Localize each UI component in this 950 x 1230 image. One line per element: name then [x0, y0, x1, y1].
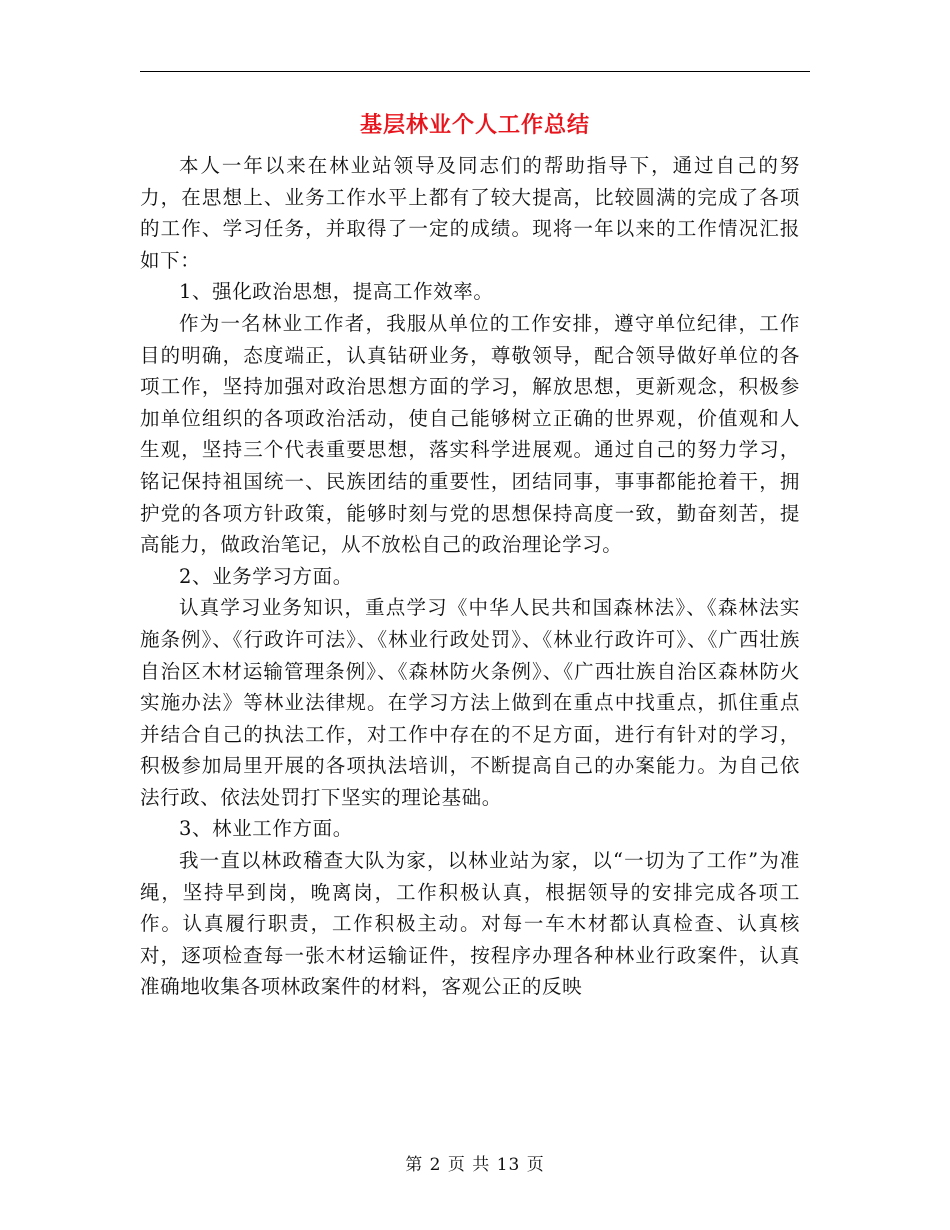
section-2-paragraph: 认真学习业务知识，重点学习《中华人民共和国森林法》、《森林法实施条例》、《行政许可法》、《林业行政处罚》、《林业行政许可》、《广西壮族自治区木材运输管理条例》、《森林防火条例》、《广西壮族自治区森林防火实施办法》等林业法律规。在学习方法上做到在重点中找重点，抓住重点并结合自己的执法工作，对工作中存在的不足方面，进行有针对的学习，积极参加局里开展的各项执法培训，不断提高自己的办案能力。为自己依法行政、依法处罚打下坚实的理论基础。 — [140, 596, 800, 809]
page-number: 第 2 页 共 13 页 — [405, 1155, 545, 1175]
section-1-paragraph: 作为一名林业工作者，我服从单位的工作安排，遵守单位纪律，工作目的明确，态度端正，认真钻研业务，尊敬领导，配合领导做好单位的各项工作，坚持加强对政治思想方面的学习，解放思想，更新观念，积极参加单位组织的各项政治活动，使自己能够树立正确的世界观，价值观和人生观，坚持三个代表重要思想，落实科学进展观。通过自己的努力学习，铭记保持祖国统一、民族团结的重要性，团结同事，事事都能抢着干，拥护党的各项方针政策，能够时刻与党的思想保持高度一致，勤奋刻苦，提高能力，做政治笔记，从不放松自己的政治理论学习。 — [140, 311, 800, 557]
document-body — [140, 150, 800, 1003]
section-heading-2: 2、业务学习方面。 — [179, 564, 353, 588]
document-title: 基层林业个人工作总结 — [359, 113, 590, 138]
intro-paragraph: 本人一年以来在林业站领导及同志们的帮助指导下，通过自己的努力，在思想上、业务工作水平上都有了较大提高，比较圆满的完成了各项的工作、学习任务，并取得了一定的成绩。现将一年以来的工作情况汇报如下： — [140, 154, 800, 272]
section-heading-1: 1、强化政治思想，提高工作效率。 — [179, 280, 494, 304]
section-3-paragraph: 我一直以林政稽查大队为家，以林业站为家，以“一切为了工作”为准绳，坚持早到岗，晚离岗，工作积极认真，根据领导的安排完成各项工作。认真履行职责，工作积极主动。对每一车木材都认真检查、认真核对，逐项检查每一张木材运输证件，按程序办理各种林业行政案件，认真准确地收集各项林政案件的材料，客观公正的反映 — [140, 849, 800, 999]
section-heading-3: 3、林业工作方面。 — [179, 817, 353, 841]
header-rule — [140, 71, 810, 72]
